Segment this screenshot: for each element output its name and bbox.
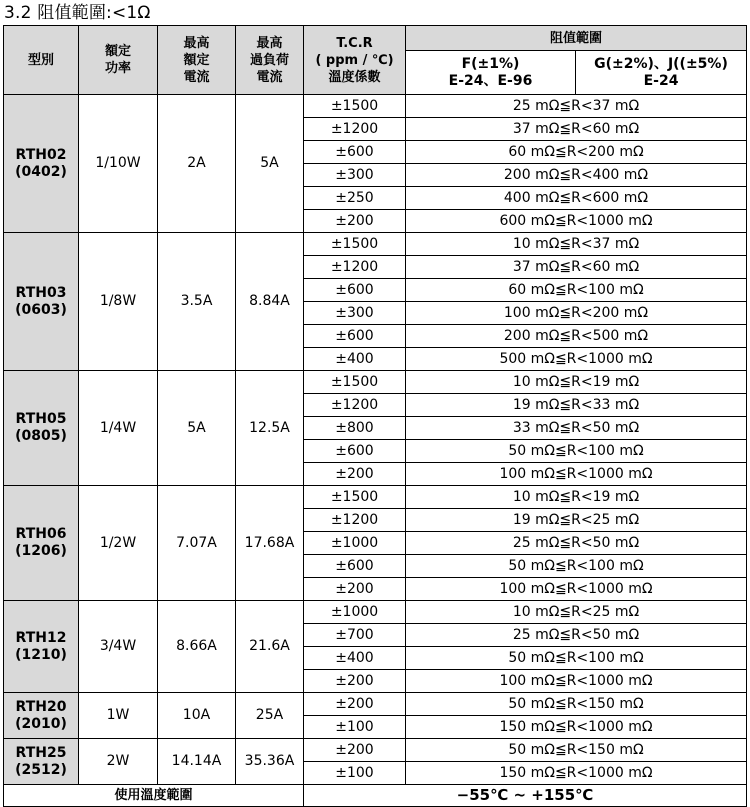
rated-current-cell: 10A xyxy=(158,693,236,739)
tcr-cell: ±400 xyxy=(304,647,406,670)
rated-current-cell: 3.5A xyxy=(158,233,236,371)
resistance-range-cell: 100 mΩ≦R<1000 mΩ xyxy=(406,670,747,693)
resistance-range-cell: 50 mΩ≦R<150 mΩ xyxy=(406,739,747,762)
resistance-range-cell: 100 mΩ≦R<1000 mΩ xyxy=(406,463,747,486)
model-cell: RTH05 (0805) xyxy=(4,371,79,486)
tcr-cell: ±400 xyxy=(304,348,406,371)
rated-current-cell: 5A xyxy=(158,371,236,486)
tcr-cell: ±1200 xyxy=(304,394,406,417)
resistance-range-cell: 400 mΩ≦R<600 mΩ xyxy=(406,187,747,210)
model-cell: RTH12 (1210) xyxy=(4,601,79,693)
tcr-cell: ±200 xyxy=(304,463,406,486)
rated-current-cell: 8.66A xyxy=(158,601,236,693)
overload-current-cell: 35.36A xyxy=(236,739,304,785)
section-title: 3.2 阻值範圍:<1Ω xyxy=(4,3,151,23)
tcr-cell: ±1500 xyxy=(304,486,406,509)
tcr-cell: ±1000 xyxy=(304,601,406,624)
resistance-range-cell: 37 mΩ≦R<60 mΩ xyxy=(406,256,747,279)
table-body xyxy=(4,95,747,785)
resistance-range-cell: 100 mΩ≦R<1000 mΩ xyxy=(406,578,747,601)
resistance-range-cell: 19 mΩ≦R<33 mΩ xyxy=(406,394,747,417)
tcr-cell: ±300 xyxy=(304,302,406,325)
table-row xyxy=(4,371,747,394)
header-model: 型別 xyxy=(4,26,79,95)
tcr-cell: ±300 xyxy=(304,164,406,187)
rated-current-cell: 2A xyxy=(158,95,236,233)
overload-current-cell: 17.68A xyxy=(236,486,304,601)
header-range-f: F(±1%) E-24、E-96 xyxy=(406,51,576,95)
power-cell: 1/8W xyxy=(79,233,158,371)
model-cell: RTH06 (1206) xyxy=(4,486,79,601)
overload-current-cell: 12.5A xyxy=(236,371,304,486)
resistance-range-cell: 10 mΩ≦R<25 mΩ xyxy=(406,601,747,624)
tcr-cell: ±1500 xyxy=(304,233,406,256)
power-cell: 1W xyxy=(79,693,158,739)
tcr-cell: ±1000 xyxy=(304,532,406,555)
tcr-cell: ±1200 xyxy=(304,118,406,141)
rated-current-cell: 14.14A xyxy=(158,739,236,785)
tcr-cell: ±1200 xyxy=(304,509,406,532)
header-range: 阻值範圍 xyxy=(406,26,747,51)
resistance-range-cell: 100 mΩ≦R<200 mΩ xyxy=(406,302,747,325)
model-cell: RTH25 (2512) xyxy=(4,739,79,785)
table-header xyxy=(4,26,747,95)
resistance-range-cell: 50 mΩ≦R<150 mΩ xyxy=(406,693,747,716)
overload-current-cell: 21.6A xyxy=(236,601,304,693)
resistance-range-cell: 500 mΩ≦R<1000 mΩ xyxy=(406,348,747,371)
tcr-cell: ±600 xyxy=(304,555,406,578)
resistance-range-table xyxy=(3,25,747,807)
tcr-cell: ±250 xyxy=(304,187,406,210)
resistance-range-cell: 25 mΩ≦R<50 mΩ xyxy=(406,532,747,555)
model-cell: RTH03 (0603) xyxy=(4,233,79,371)
tcr-cell: ±600 xyxy=(304,141,406,164)
resistance-range-cell: 50 mΩ≦R<100 mΩ xyxy=(406,555,747,578)
overload-current-cell: 5A xyxy=(236,95,304,233)
rated-current-cell: 7.07A xyxy=(158,486,236,601)
overload-current-cell: 8.84A xyxy=(236,233,304,371)
tcr-cell: ±1200 xyxy=(304,256,406,279)
header-power: 額定 功率 xyxy=(79,26,158,95)
tcr-cell: ±200 xyxy=(304,739,406,762)
resistance-range-cell: 200 mΩ≦R<500 mΩ xyxy=(406,325,747,348)
tcr-cell: ±600 xyxy=(304,440,406,463)
tcr-cell: ±1500 xyxy=(304,371,406,394)
table-row xyxy=(4,95,747,118)
power-cell: 2W xyxy=(79,739,158,785)
resistance-range-cell: 60 mΩ≦R<100 mΩ xyxy=(406,279,747,302)
resistance-range-cell: 10 mΩ≦R<37 mΩ xyxy=(406,233,747,256)
tcr-cell: ±100 xyxy=(304,762,406,785)
tcr-cell: ±200 xyxy=(304,210,406,233)
resistance-range-cell: 150 mΩ≦R<1000 mΩ xyxy=(406,762,747,785)
resistance-range-cell: 10 mΩ≦R<19 mΩ xyxy=(406,371,747,394)
resistance-range-cell: 37 mΩ≦R<60 mΩ xyxy=(406,118,747,141)
table-row xyxy=(4,693,747,716)
resistance-range-cell: 33 mΩ≦R<50 mΩ xyxy=(406,417,747,440)
resistance-range-cell: 50 mΩ≦R<100 mΩ xyxy=(406,440,747,463)
power-cell: 1/4W xyxy=(79,371,158,486)
resistance-range-cell: 600 mΩ≦R<1000 mΩ xyxy=(406,210,747,233)
resistance-range-cell: 150 mΩ≦R<1000 mΩ xyxy=(406,716,747,739)
resistance-range-cell: 50 mΩ≦R<100 mΩ xyxy=(406,647,747,670)
table-row xyxy=(4,486,747,509)
operating-temperature-label: 使用溫度範圍 xyxy=(4,785,304,807)
operating-temperature-row xyxy=(4,785,747,807)
tcr-cell: ±800 xyxy=(304,417,406,440)
tcr-cell: ±100 xyxy=(304,716,406,739)
resistance-range-cell: 19 mΩ≦R<25 mΩ xyxy=(406,509,747,532)
model-cell: RTH02 (0402) xyxy=(4,95,79,233)
tcr-cell: ±200 xyxy=(304,578,406,601)
header-rated-current: 最高 額定 電流 xyxy=(158,26,236,95)
power-cell: 1/10W xyxy=(79,95,158,233)
resistance-range-cell: 25 mΩ≦R<37 mΩ xyxy=(406,95,747,118)
tcr-cell: ±600 xyxy=(304,325,406,348)
header-range-g: G(±2%)、J((±5%) E-24 xyxy=(576,51,747,95)
header-overload-current: 最高 過負荷 電流 xyxy=(236,26,304,95)
overload-current-cell: 25A xyxy=(236,693,304,739)
table-row xyxy=(4,739,747,762)
tcr-cell: ±1500 xyxy=(304,95,406,118)
operating-temperature-value: −55℃ ~ +155℃ xyxy=(304,785,747,807)
model-cell: RTH20 (2010) xyxy=(4,693,79,739)
power-cell: 1/2W xyxy=(79,486,158,601)
tcr-cell: ±700 xyxy=(304,624,406,647)
tcr-cell: ±200 xyxy=(304,693,406,716)
tcr-cell: ±600 xyxy=(304,279,406,302)
table-row xyxy=(4,601,747,624)
power-cell: 3/4W xyxy=(79,601,158,693)
table-row xyxy=(4,233,747,256)
resistance-range-cell: 10 mΩ≦R<19 mΩ xyxy=(406,486,747,509)
tcr-cell: ±200 xyxy=(304,670,406,693)
resistance-range-cell: 200 mΩ≦R<400 mΩ xyxy=(406,164,747,187)
resistance-range-cell: 60 mΩ≦R<200 mΩ xyxy=(406,141,747,164)
resistance-range-cell: 25 mΩ≦R<50 mΩ xyxy=(406,624,747,647)
header-tcr: T.C.R ( ppm / ℃) 溫度係數 xyxy=(304,26,406,95)
